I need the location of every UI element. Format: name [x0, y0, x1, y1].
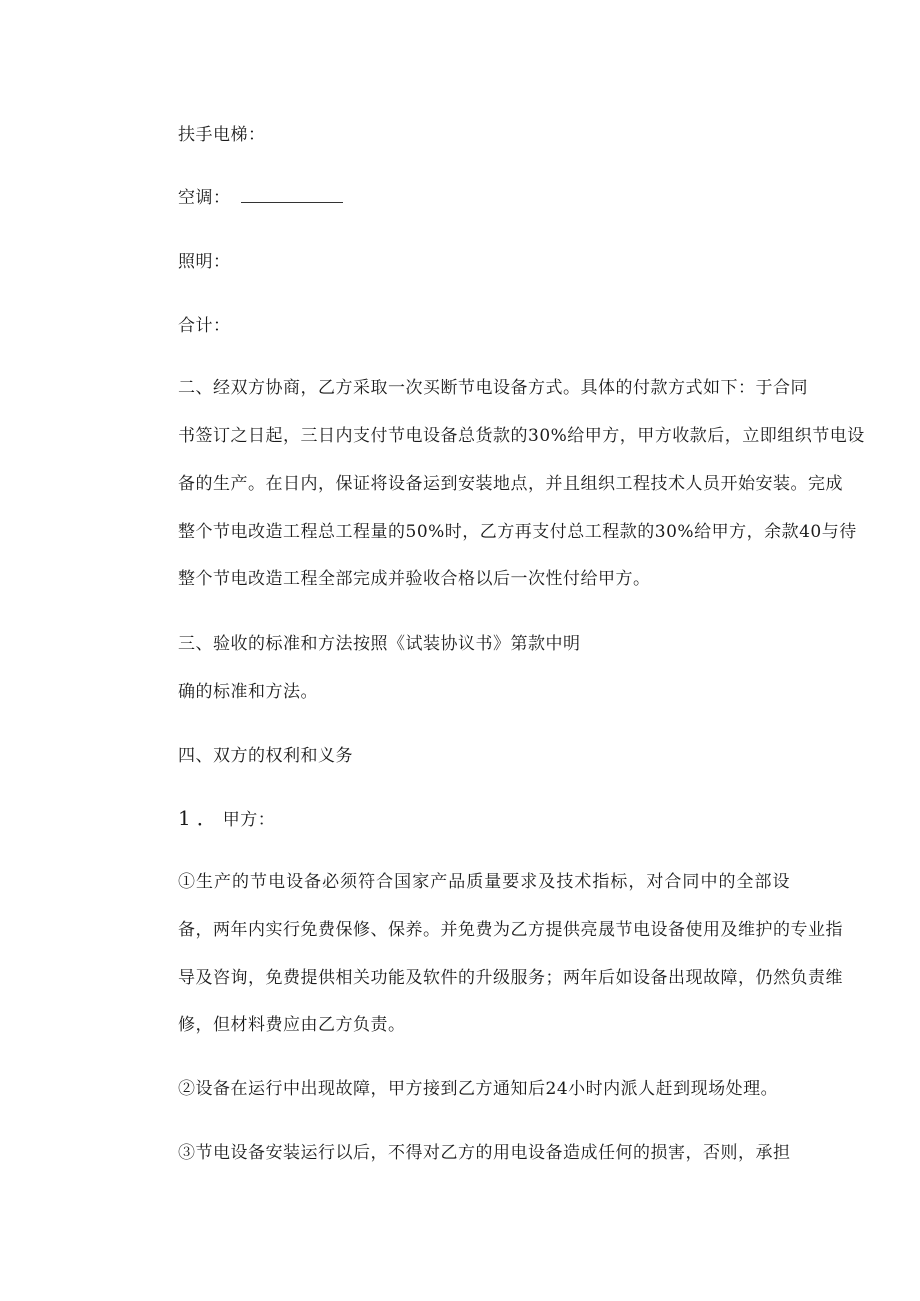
item-aircon-row [178, 186, 343, 210]
clause1-line: 备，两年内实行免费保修、保养。并免费为乙方提供亮晟节电设备使用及维护的专业指 [178, 920, 843, 940]
section2-line: 书签订之日起，三日内支付节电设备总货款的30%给甲方，甲方收款后，立即组织节电设 [178, 426, 865, 446]
section2-line: 整个节电改造工程总工程量的50%时，乙方再支付总工程款的30%给甲方，余款40与待 [178, 522, 857, 542]
section2-line: 备的生产。在日内，保证将设备运到安装地点，并且组织工程技术人员开始安装。完成 [178, 474, 843, 494]
section3-line2: 确的标准和方法。 [178, 682, 318, 702]
aircon-blank-line [241, 201, 343, 203]
item-aircon: 空调： [178, 188, 231, 208]
section2-line: 二、经双方协商，乙方采取一次买断节电设备方式。具体的付款方式如下：于合同 [178, 378, 808, 398]
party-a-label: 甲方： [222, 810, 276, 830]
item-total: 合计： [178, 316, 231, 336]
section2-line: 整个节电改造工程全部完成并验收合格以后一次性付给甲方。 [178, 569, 651, 589]
section3-line1: 三、验收的标准和方法按照《试装协议书》第款中明 [178, 634, 581, 654]
clause3-text: ③节电设备安装运行以后，不得对乙方的用电设备造成任何的损害，否则，承担 [178, 1143, 791, 1163]
item-lighting: 照明： [178, 252, 231, 272]
party-a-number: 1． [178, 806, 223, 830]
clause1-line: ①生产的节电设备必须符合国家产品质量要求及技术指标，对合同中的全部设 [178, 872, 790, 892]
clause2-text: ②设备在运行中出现故障，甲方接到乙方通知后24小时内派人赶到现场处理。 [178, 1079, 779, 1099]
party-a-heading [178, 806, 275, 832]
section4-title: 四、双方的权利和义务 [178, 746, 353, 766]
item-escalator: 扶手电梯： [178, 125, 266, 145]
clause1-line: 导及咨询，免费提供相关功能及软件的升级服务；两年后如设备出现故障，仍然负责维 [178, 968, 843, 988]
clause1-line: 修，但材料费应由乙方负责。 [178, 1015, 406, 1035]
